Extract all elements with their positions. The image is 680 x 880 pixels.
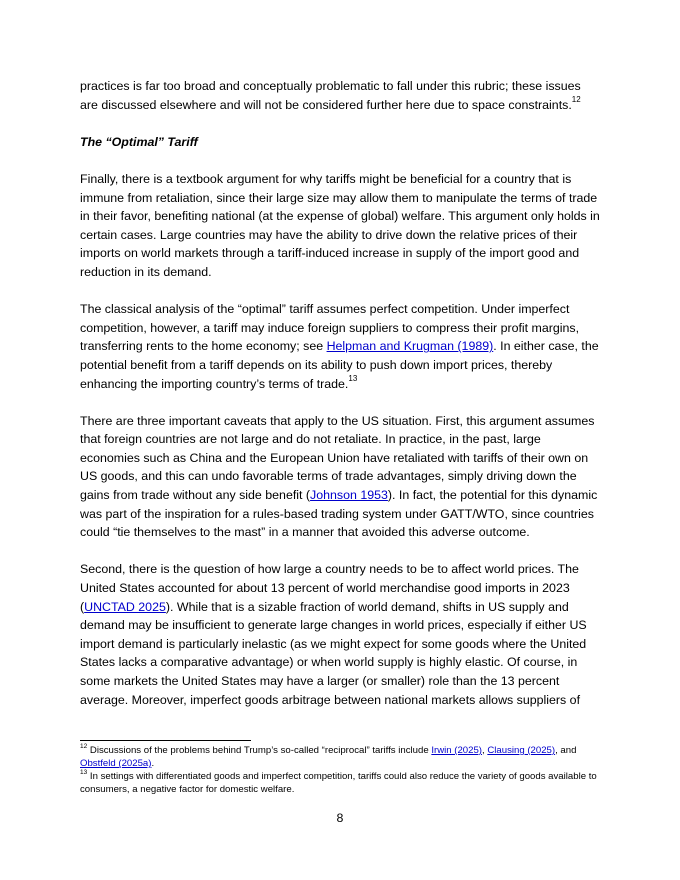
footnote-divider bbox=[80, 740, 251, 741]
citation-link-helpman-krugman[interactable]: Helpman and Krugman (1989) bbox=[326, 339, 494, 354]
body-text bbox=[80, 77, 600, 728]
section-heading: The “Optimal” Tariff bbox=[80, 134, 198, 149]
paragraph-1: practices is far too broad and conceptually problematic to fall under this rubric; these issues are discussed elsewhere and will not be considered further here due to space constraints.$^{12}$ bbox=[80, 79, 581, 112]
citation-link-irwin[interactable]: Irwin (2025) bbox=[431, 745, 482, 756]
paragraph-2: Finally, there is a textbook argument for why tariffs might be beneficial for a country that is immune from retaliation, since their large size may allow them to manipulate the terms of trade in their favor, benefiting national (at the expense of global) welfare. This argument only holds in certain cases. Large countries may have the ability to drive down the relative prices of their imports on world markets through a tariff-induced increase in supply of the import good and reduction in its demand. bbox=[80, 171, 600, 279]
citation-link-obstfeld[interactable]: Obstfeld (2025a) bbox=[80, 758, 152, 769]
citation-link-clausing[interactable]: Clausing (2025) bbox=[487, 745, 556, 756]
paragraph-4: There are three important caveats that apply to the US situation. First, this argument assumes that foreign countries are not large and do not retaliate. In practice, in the past, large economies such as China and the European Union have retaliated with tariffs of their own on US goods, and this can undo favorable terms of trade advantages, simply driving down the gains from trade without any side benefit (Johnson 1953). In fact, the potential for this dynamic was part of the inspiration for a rules-based trading system under GATT/WTO, since countries could “tie themselves to the mast” in a manner that avoided this adverse outcome. bbox=[80, 413, 598, 540]
footnote-12: $^{12}$ Discussions of the problems behind Trump’s so-called “reciprocal” tariffs include Irwin (2025), Clausing (2025), and Obstfeld (2025a). bbox=[80, 742, 577, 769]
footnote-13: $^{13}$ In settings with differentiated goods and imperfect competition, tariffs could also reduce the variety of goods available to consumers, a negative factor for domestic welfare. bbox=[80, 768, 597, 795]
paragraph-3: The classical analysis of the “optimal” tariff assumes perfect competition. Under imperfect competition, however, a tariff may induce foreign suppliers to compress their profit margins, transferring rents to the home economy; see Helpman and Krugman (1989). In either case, the potential benefit from a tariff depends on its ability to push down import prices, thereby enhancing the importing country’s terms of trade.$^{13}$ bbox=[80, 302, 599, 391]
footnote-ref-13[interactable]: 13 bbox=[348, 374, 358, 384]
footnotes bbox=[80, 744, 600, 796]
page-number: 8 bbox=[336, 811, 344, 825]
footnote-ref-12[interactable]: 12 bbox=[571, 95, 581, 105]
citation-link-unctad[interactable]: UNCTAD 2025 bbox=[84, 599, 166, 614]
paragraph-5: Second, there is the question of how large a country needs to be to affect world prices. The United States accounted for about 13 percent of world merchandise good imports in 2023 (UNCTAD 2025). While that is a sizable fraction of world demand, shifts in US supply and demand may be insufficient to generate large changes in world prices, especially if either US import demand is particularly inelastic (as we might expect for some goods where the United States lacks a comparative advantage) or when world supply is highly elastic. Of course, in some markets the United States may have a larger (or smaller) role than the 13 percent average. Moreover, imperfect goods arbitrage between national markets allows suppliers of bbox=[80, 562, 587, 707]
footnote-number: 13 bbox=[80, 768, 88, 776]
citation-link-johnson[interactable]: Johnson 1953 bbox=[310, 488, 388, 503]
footnote-number: 12 bbox=[80, 742, 88, 750]
